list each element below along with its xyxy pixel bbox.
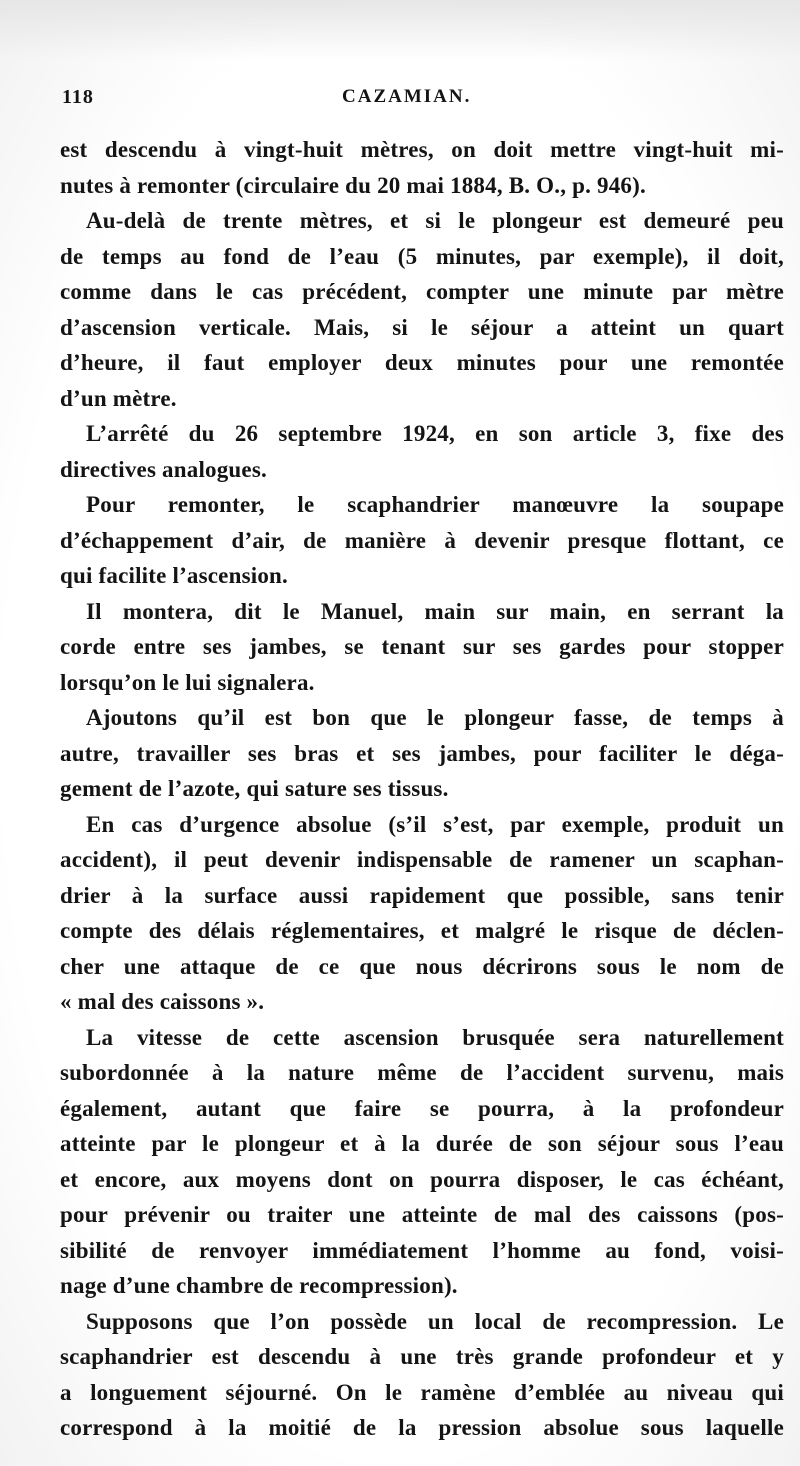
text-line: lorsqu’on le lui signalera.: [60, 669, 315, 695]
text-line: directives analogues.: [60, 456, 267, 482]
page-number: 118: [62, 86, 94, 108]
text-line: d’ascension verticale. Mais, si le séjour a atteint un quart: [60, 314, 784, 340]
text-line: corde entre ses jambes, se tenant sur ses gardes pour stopper: [60, 634, 784, 659]
text-line: L’arrêté du 26 septembre 1924, en son article 3, fixe des: [86, 421, 784, 446]
text-line: autre, travailler ses bras et ses jambes, pour faciliter le déga-: [60, 740, 784, 766]
text-line: est descendu à vingt-huit mètres, on doit mettre vingt-huit mi-: [60, 137, 784, 162]
text-line: et encore, aux moyens dont on pourra disposer, le cas échéant,: [60, 1166, 784, 1192]
text-line: Pour remonter, le scaphandrier manœuvre la soupape: [86, 492, 784, 517]
text-line: correspond à la moitié de la pression absolue sous laquelle: [60, 1415, 784, 1440]
text-line: gement de l’azote, qui sature ses tissus.: [60, 776, 449, 801]
text-line: La vitesse de cette ascension brusquée sera naturellement: [86, 1024, 784, 1050]
text-line: cher une attaque de ce que nous décrirons sous le nom de: [60, 953, 784, 979]
text-line: Il montera, dit le Manuel, main sur main, en serrant la: [86, 598, 784, 624]
text-line: subordonnée à la nature même de l’accident survenu, mais: [60, 1060, 784, 1085]
text-line: d’échappement d’air, de manière à devenir presque flottant, ce: [60, 527, 784, 553]
text-line: de temps au fond de l’eau (5 minutes, par exemple), il doit,: [60, 243, 784, 269]
text-line: également, autant que faire se pourra, à la profondeur: [60, 1095, 784, 1121]
text-line: atteinte par le plongeur et à la durée de son séjour sous l’eau: [60, 1131, 784, 1156]
text-line: a longuement séjourné. On le ramène d’emblée au niveau qui: [60, 1379, 784, 1405]
text-line: comme dans le cas précédent, compter une minute par mètre: [60, 279, 784, 304]
text-line: Ajoutons qu’il est bon que le plongeur fasse, de temps à: [86, 705, 784, 730]
text-line: d’un mètre.: [60, 385, 177, 411]
text-line: scaphandrier est descendu à une très grande profondeur et y: [60, 1344, 784, 1369]
text-line: Au-delà de trente mètres, et si le plongeur est demeuré peu: [86, 208, 784, 233]
text-line: nage d’une chambre de recompression).: [60, 1273, 458, 1298]
text-line: sibilité de renvoyer immédiatement l’homme au fond, voisi-: [60, 1237, 784, 1263]
text-line: compte des délais réglementaires, et malgré le risque de déclen-: [60, 918, 784, 943]
text-line: Supposons que l’on possède un local de recompression. Le: [86, 1308, 784, 1334]
text-line: d’heure, il faut employer deux minutes pour une remontée: [60, 350, 784, 375]
body-text: [60, 132, 784, 1446]
scan-edge-shadow: [0, 0, 800, 60]
text-line: pour prévenir ou traiter une atteinte de mal des caissons (pos-: [60, 1202, 784, 1227]
text-line: accident), il peut devenir indispensable de ramener un scaphan-: [60, 847, 784, 872]
text-line: nutes à remonter (circulaire du 20 mai 1884, B. O., p. 946).: [60, 172, 646, 198]
text-line: drier à la surface aussi rapidement que possible, sans tenir: [60, 882, 784, 908]
text-line: En cas d’urgence absolue (s’il s’est, par exemple, produit un: [86, 811, 784, 837]
text-line: qui facilite l’ascension.: [60, 563, 288, 588]
running-head: [62, 86, 782, 116]
text-line: « mal des caissons ».: [60, 989, 265, 1014]
running-title: CAZAMIAN.: [342, 86, 472, 107]
